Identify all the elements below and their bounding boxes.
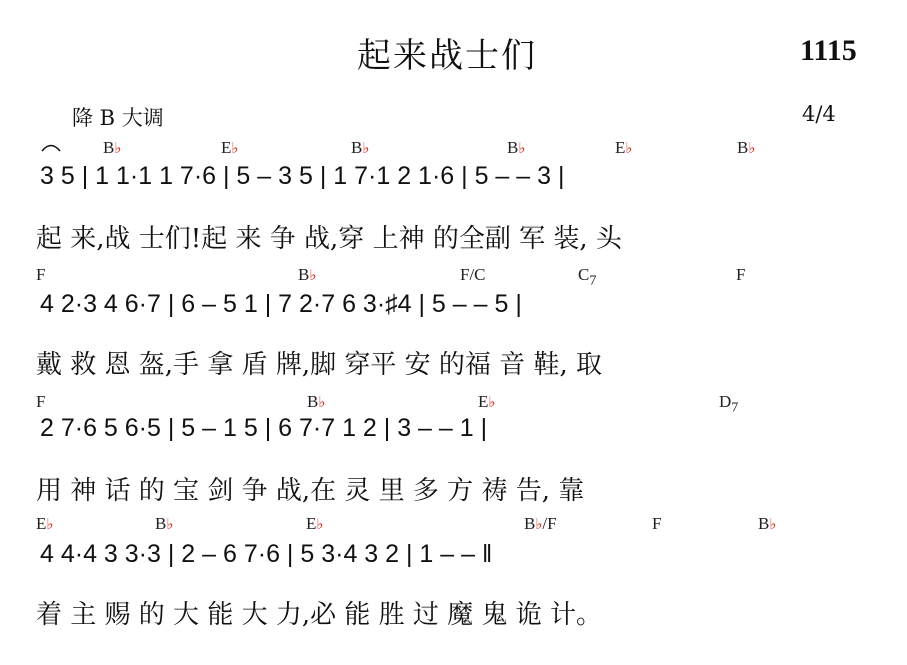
lyrics-line: 着 主 赐 的 大 能 大 力,必 能 胜 过 魔 鬼 诡 计。 [36, 600, 602, 630]
chord: E♭ [306, 514, 324, 533]
chord: F [36, 265, 46, 284]
key-signature: 降 B 大调 [72, 106, 164, 130]
chord: F [652, 514, 662, 533]
notation-line: 3 5 | 1 1·1 1 7·6 | 5 – 3 5 | 1 7·1 2 1·6 | 5 – – 3 | [40, 162, 565, 190]
chord: B♭ [351, 138, 370, 157]
chord: F [736, 265, 746, 284]
chord: E♭ [221, 138, 239, 157]
chord: B♭ [155, 514, 174, 533]
notation-line: 4 2·3 4 6·7 | 6 – 5 1 | 7 2·7 6 3·♯4 | 5 – – 5 | [40, 290, 522, 318]
chord: $D_7$ [719, 392, 739, 416]
chord: B♭ [103, 138, 122, 157]
chord: E♭ [478, 392, 496, 411]
notation-line: 4 4·4 3 3·3 | 2 – 6 7·6 | 5 3·4 3 2 | 1 – – ‖ [40, 540, 493, 568]
chord: $C_7$ [578, 265, 597, 289]
lyrics-line: 戴 救 恩 盔,手 拿 盾 牌,脚 穿平 安 的福 音 鞋, 取 [36, 350, 602, 380]
song-number: 1115 [800, 34, 857, 67]
chord: B♭/F [524, 514, 557, 533]
chord: B♭ [507, 138, 526, 157]
notation-line: 2 7·6 5 6·5 | 5 – 1 5 | 6 7·7 1 2 | 3 – – 1 | [40, 414, 488, 442]
chord: B♭ [758, 514, 777, 533]
chord: F [36, 392, 46, 411]
chord: B♭ [307, 392, 326, 411]
song-title: 起来战士们 [357, 36, 537, 76]
lyrics-line: 用 神 话 的 宝 剑 争 战,在 灵 里 多 方 祷 告, 靠 [36, 476, 585, 506]
tie-mark [40, 140, 62, 152]
chord: B♭ [298, 265, 317, 284]
chord: E♭ [36, 514, 54, 533]
chord: E♭ [615, 138, 633, 157]
lyrics-line: 起 来,战 士们!起 来 争 战,穿 上神 的全副 军 装, 头 [36, 224, 622, 254]
chord: B♭ [737, 138, 756, 157]
chord: F/C [460, 265, 486, 284]
time-signature: 4/4 [802, 102, 836, 126]
